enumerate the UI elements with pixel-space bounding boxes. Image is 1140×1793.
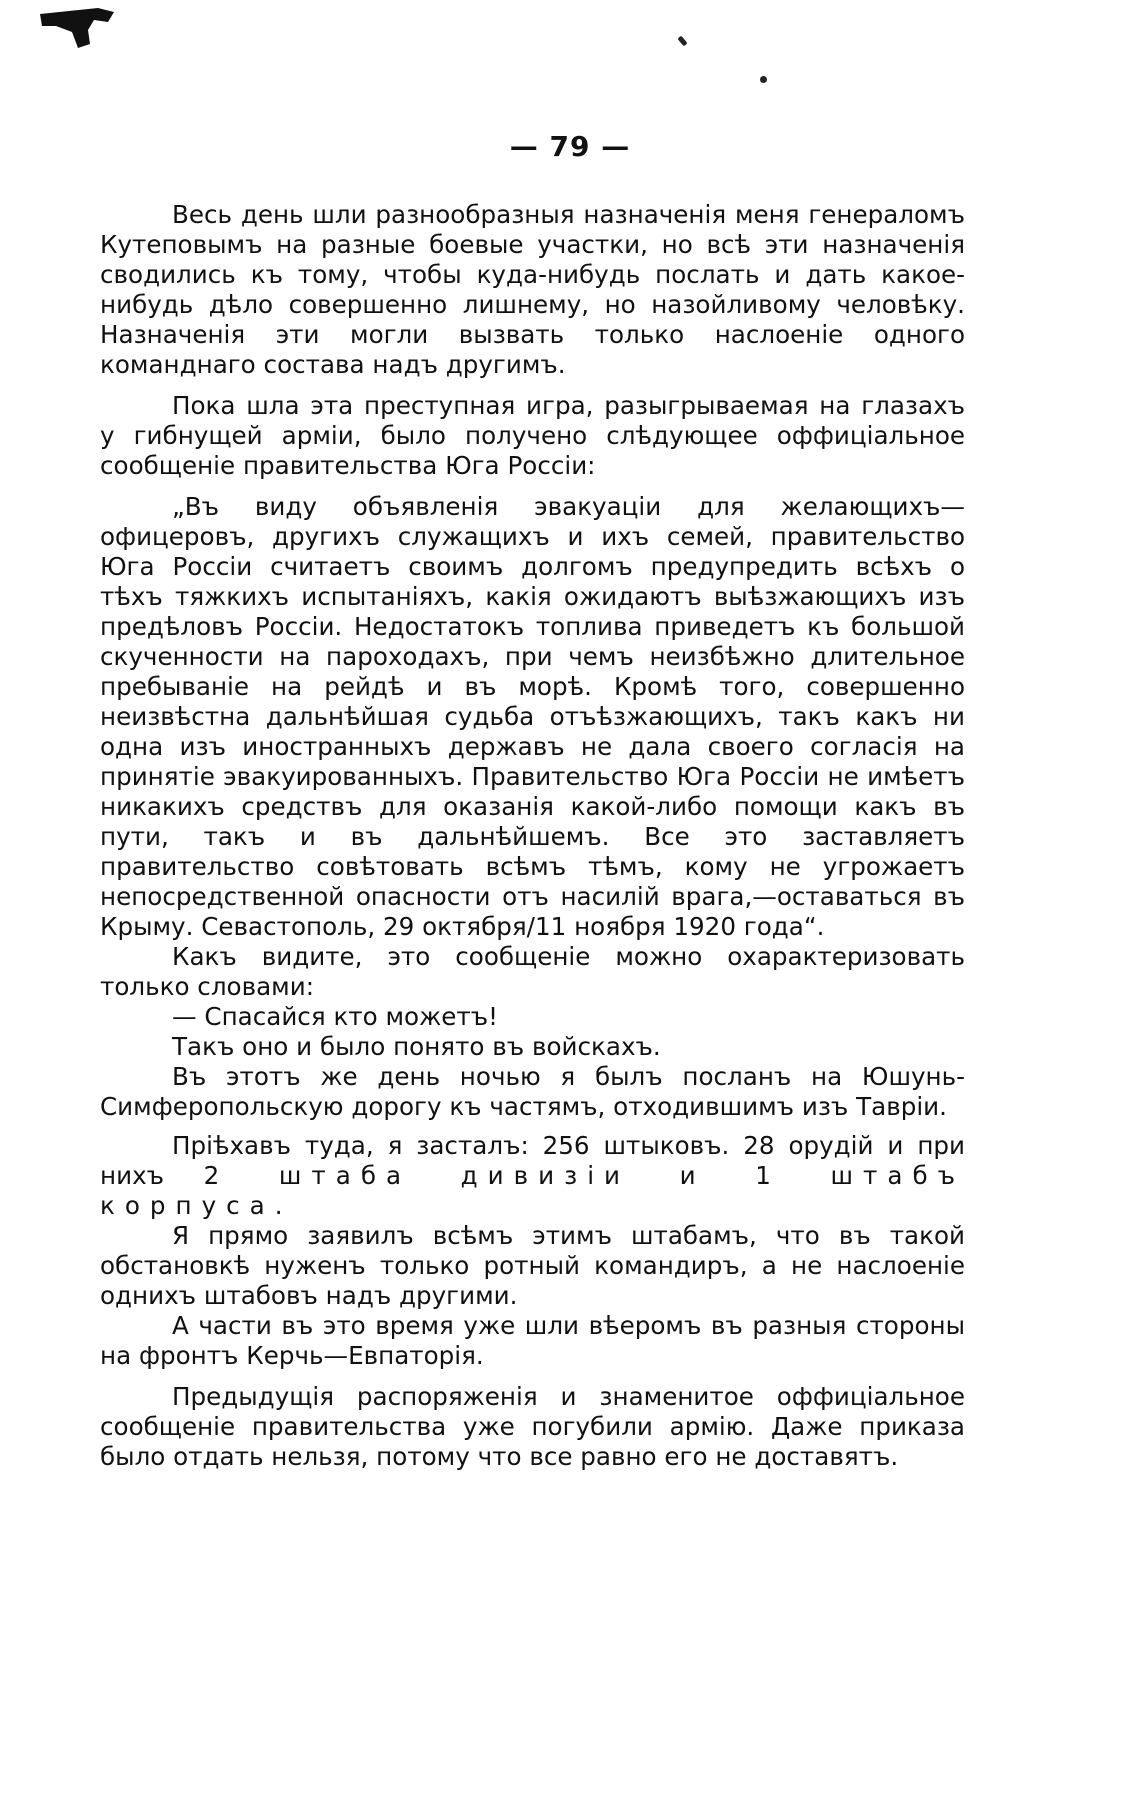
spaced-emphasis: 2 штаба дивизіи и 1 штабъ корпуса. — [100, 1161, 966, 1220]
quoted-announcement: „Въ виду объявленія эвакуаціи для желающихъ—офицеровъ, другихъ служащихъ и ихъ семей, правительство Юга Россіи считаетъ своимъ долгомъ предупредить всѣхъ о тѣхъ тяжкихъ испытаніяхъ, какія ожидаютъ выѣзжающихъ изъ предѣловъ Россіи. Недостатокъ топлива приведетъ къ большой скученности на пароходахъ, при чемъ неизбѣжно длительное пребываніе на рейдѣ и въ морѣ. Кромѣ того, совершенно неизвѣстна дальнѣйшая судьба отъѣзжающихъ, такъ какъ ни одна изъ иностранныхъ державъ не дала своего согласія на принятіе эвакуированныхъ. Правительство Юга Россіи не имѣетъ никакихъ средствъ для оказанія какой-либо помощи какъ въ пути, такъ и въ дальнѣйшемъ. Все это заставляетъ правительство совѣтовать всѣмъ тѣмъ, кому не угрожаетъ непосредственной опасности отъ насилій врага,—оставаться въ Крыму. Севастополь, 29 октября/11 ноября 1920 года“. — [100, 492, 965, 941]
paragraph: Такъ оно и было понято въ войскахъ. — [172, 1032, 661, 1061]
paragraph: А части въ это время уже шли вѣеромъ въ разныя стороны на фронтъ Керчь—Евпаторія. — [100, 1311, 965, 1370]
paragraph: Весь день шли разнообразныя назначенія меня генераломъ Кутеповымъ на разные боевые участки, но всѣ эти назначенія сводились къ тому, чтобы куда-нибудь послать и дать какое-нибудь дѣло совершенно лишнему, но назойливому человѣку. Назначенія эти могли вызвать только наслоеніе одного команднаго состава надъ другимъ. — [100, 200, 965, 379]
exclamation-line: — Спасайся кто можетъ! — [172, 1002, 498, 1031]
ink-blot-mark — [38, 8, 116, 48]
paragraph: Какъ видите, это сообщеніе можно охарактеризовать только словами: — [100, 942, 965, 1001]
text-body — [100, 200, 965, 1472]
speck-mark — [760, 76, 767, 83]
paragraph: Пока шла эта преступная игра, разыгрываемая на глазахъ у гибнущей арміи, было получено слѣдующее оффиціальное сообщеніе правительства Юга Россіи: — [100, 391, 965, 480]
speck-mark — [677, 36, 687, 47]
paragraph: Въ этотъ же день ночью я былъ посланъ на Юшунь-Симферопольскую дорогу къ частямъ, отходившимъ изъ Тавріи. — [100, 1062, 965, 1121]
paragraph: Я прямо заявилъ всѣмъ этимъ штабамъ, что въ такой обстановкѣ нуженъ только ротный командиръ, а не наслоеніе однихъ штабовъ надъ другими. — [100, 1221, 965, 1310]
paragraph — [100, 1131, 965, 1221]
paragraph-text: Пріѣхавъ туда, я засталъ: 256 штыковъ. 28 орудій и при нихъ — [100, 1131, 965, 1190]
page-number: — 79 — — [509, 130, 631, 163]
paragraph: Предыдущія распоряженія и знаменитое оффиціальное сообщеніе правительства уже погубили армію. Даже приказа было отдать нельзя, потому что все равно его не доставятъ. — [100, 1382, 965, 1471]
